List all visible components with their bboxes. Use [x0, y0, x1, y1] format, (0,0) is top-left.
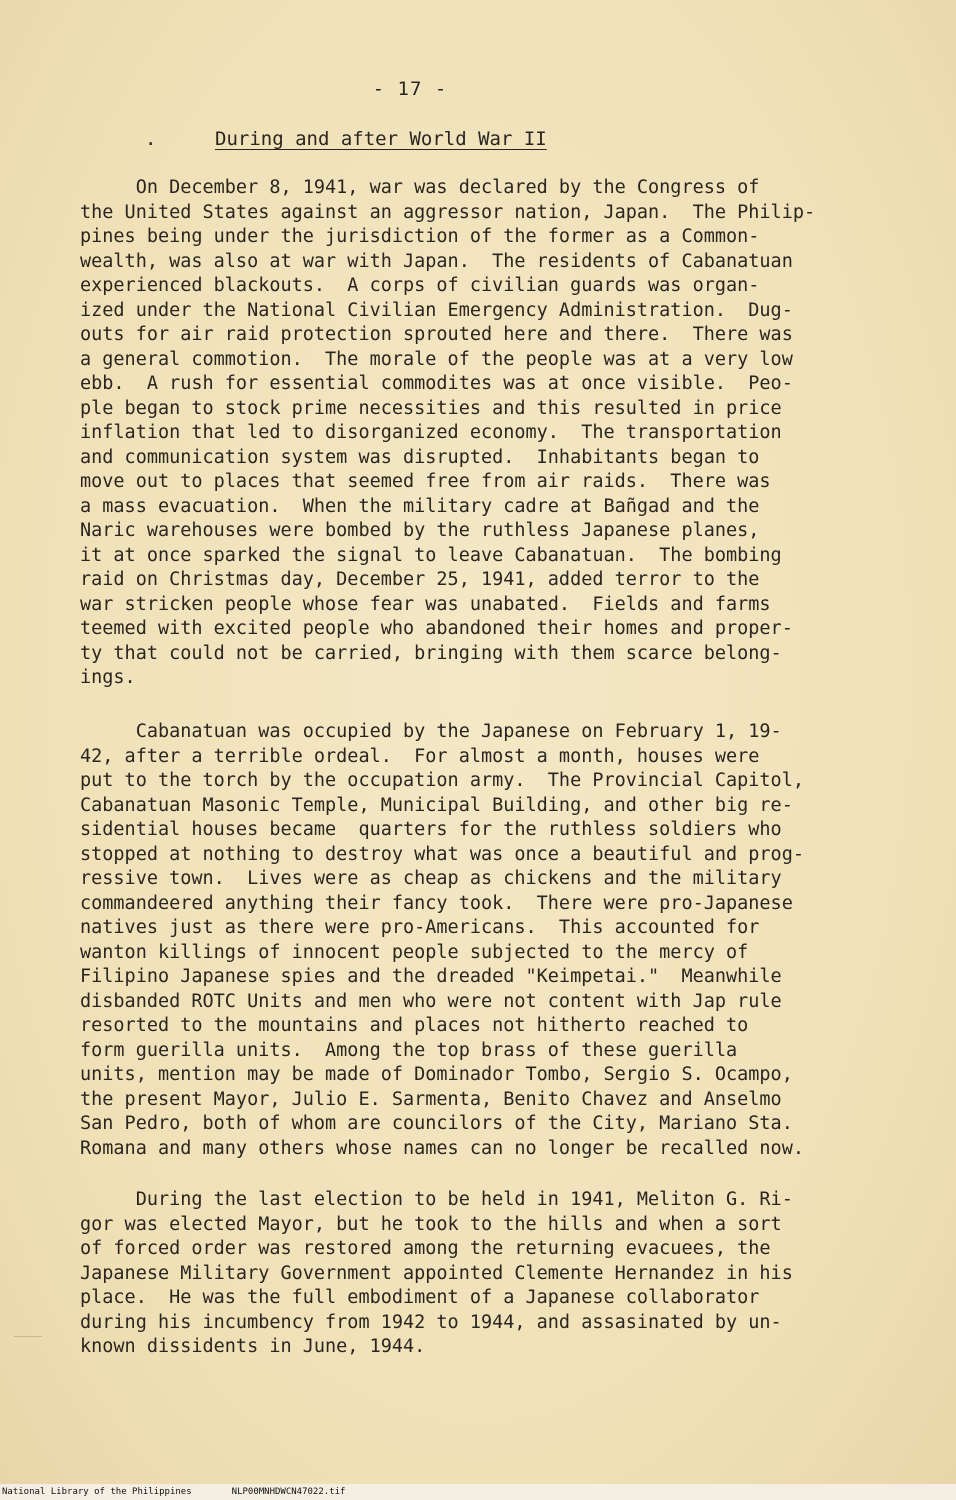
text-line: Filipino Japanese spies and the dreaded "Keimpetai." Meanwhile [80, 966, 782, 987]
text-line: natives just as there were pro-Americans. This accounted for [80, 917, 760, 938]
text-line: move out to places that seemed free from air raids. There was [80, 471, 771, 492]
text-line: experienced blackouts. A corps of civilian guards was organ- [80, 275, 760, 296]
text-line: ressive town. Lives were as cheap as chickens and the military [80, 868, 782, 889]
text-line: raid on Christmas day, December 25, 1941, added terror to the [80, 569, 760, 590]
text-line: outs for air raid protection sprouted here and there. There was [80, 324, 793, 345]
paragraph-3 [80, 1188, 910, 1360]
text-line: gor was elected Mayor, but he took to the hills and when a sort [80, 1213, 782, 1235]
text-line: teemed with excited people who abandoned their homes and proper- [80, 618, 793, 639]
text-line: form guerilla units. Among the top brass of these guerilla [80, 1039, 738, 1061]
stray-mark: . [145, 128, 157, 150]
text-line: during his incumbency from 1942 to 1944, and assasinated by un- [80, 1311, 782, 1333]
text-line: Cabanatuan Masonic Temple, Municipal Building, and other big re- [80, 794, 793, 816]
paragraph-2 [80, 720, 910, 1161]
text-line: of forced order was restored among the returning evacuees, the [80, 1238, 771, 1259]
text-line: a mass evacuation. When the military cadre at Bañgad and the [80, 495, 760, 517]
text-line: the United States against an aggressor nation, Japan. The Philip- [80, 201, 816, 223]
text-line: a general commotion. The morale of the people was at a very low [80, 348, 793, 370]
text-line: war stricken people whose fear was unabated. Fields and farms [80, 593, 771, 615]
text-line: 42, after a terrible ordeal. For almost a month, houses were [80, 745, 760, 767]
text-line: inflation that led to disorganized economy. The transportation [80, 422, 782, 443]
text-line: commandeered anything their fancy took. There were pro-Japanese [80, 892, 793, 914]
text-line: units, mention may be made of Dominador Tombo, Sergio S. Ocampo, [80, 1064, 793, 1085]
text-line: disbanded ROTC Units and men who were not content with Jap rule [80, 990, 782, 1012]
text-line: stopped at nothing to destroy what was once a beautiful and prog- [80, 843, 804, 865]
section-heading: During and after World War II [215, 128, 547, 150]
text-line: Naric warehouses were bombed by the ruthless Japanese planes, [80, 520, 760, 541]
scan-footer [0, 1484, 956, 1500]
text-line: ty that could not be carried, bringing with them scarce belong- [80, 642, 782, 664]
text-line: ple began to stock prime necessities and this resulted in price [80, 397, 782, 419]
text-line: the present Mayor, Julio E. Sarmenta, Benito Chavez and Anselmo [80, 1088, 782, 1110]
text-line: resorted to the mountains and places not hitherto reached to [80, 1015, 749, 1036]
text-line: Cabanatuan was occupied by the Japanese on February 1, 19- [80, 721, 782, 742]
text-line: known dissidents in June, 1944. [80, 1336, 426, 1357]
text-line: place. He was the full embodiment of a Japanese collaborator [80, 1287, 760, 1308]
footer-source: National Library of the Philippines [2, 1487, 192, 1497]
text-line: San Pedro, both of whom are councilors of the City, Mariano Sta. [80, 1113, 793, 1134]
margin-mark [14, 1336, 42, 1337]
text-line: it at once sparked the signal to leave Cabanatuan. The bombing [80, 544, 782, 566]
text-line: and communication system was disrupted. Inhabitants began to [80, 446, 760, 468]
footer-filename: NLP00MNHDWCN47022.tif [231, 1487, 346, 1497]
text-line: sidential houses became quarters for the ruthless soldiers who [80, 819, 782, 840]
page-number: - 17 - [372, 78, 448, 100]
text-line: wanton killings of innocent people subjected to the mercy of [80, 941, 749, 963]
text-line: ings. [80, 667, 136, 688]
text-line: Romana and many others whose names can no longer be recalled now. [80, 1137, 804, 1159]
text-line: wealth, was also at war with Japan. The residents of Cabanatuan [80, 250, 793, 272]
text-line: During the last election to be held in 1941, Meliton G. Ri- [80, 1189, 793, 1210]
paragraph-1 [80, 176, 910, 691]
text-line: On December 8, 1941, war was declared by the Congress of [80, 177, 760, 198]
text-line: Japanese Military Government appointed Clemente Hernandez in his [80, 1262, 793, 1284]
text-line: put to the torch by the occupation army. The Provincial Capitol, [80, 770, 804, 791]
text-line: ebb. A rush for essential commodites was at once visible. Peo- [80, 373, 793, 394]
text-line: ized under the National Civilian Emergency Administration. Dug- [80, 299, 793, 321]
text-line: pines being under the jurisdiction of the former as a Common- [80, 226, 760, 247]
